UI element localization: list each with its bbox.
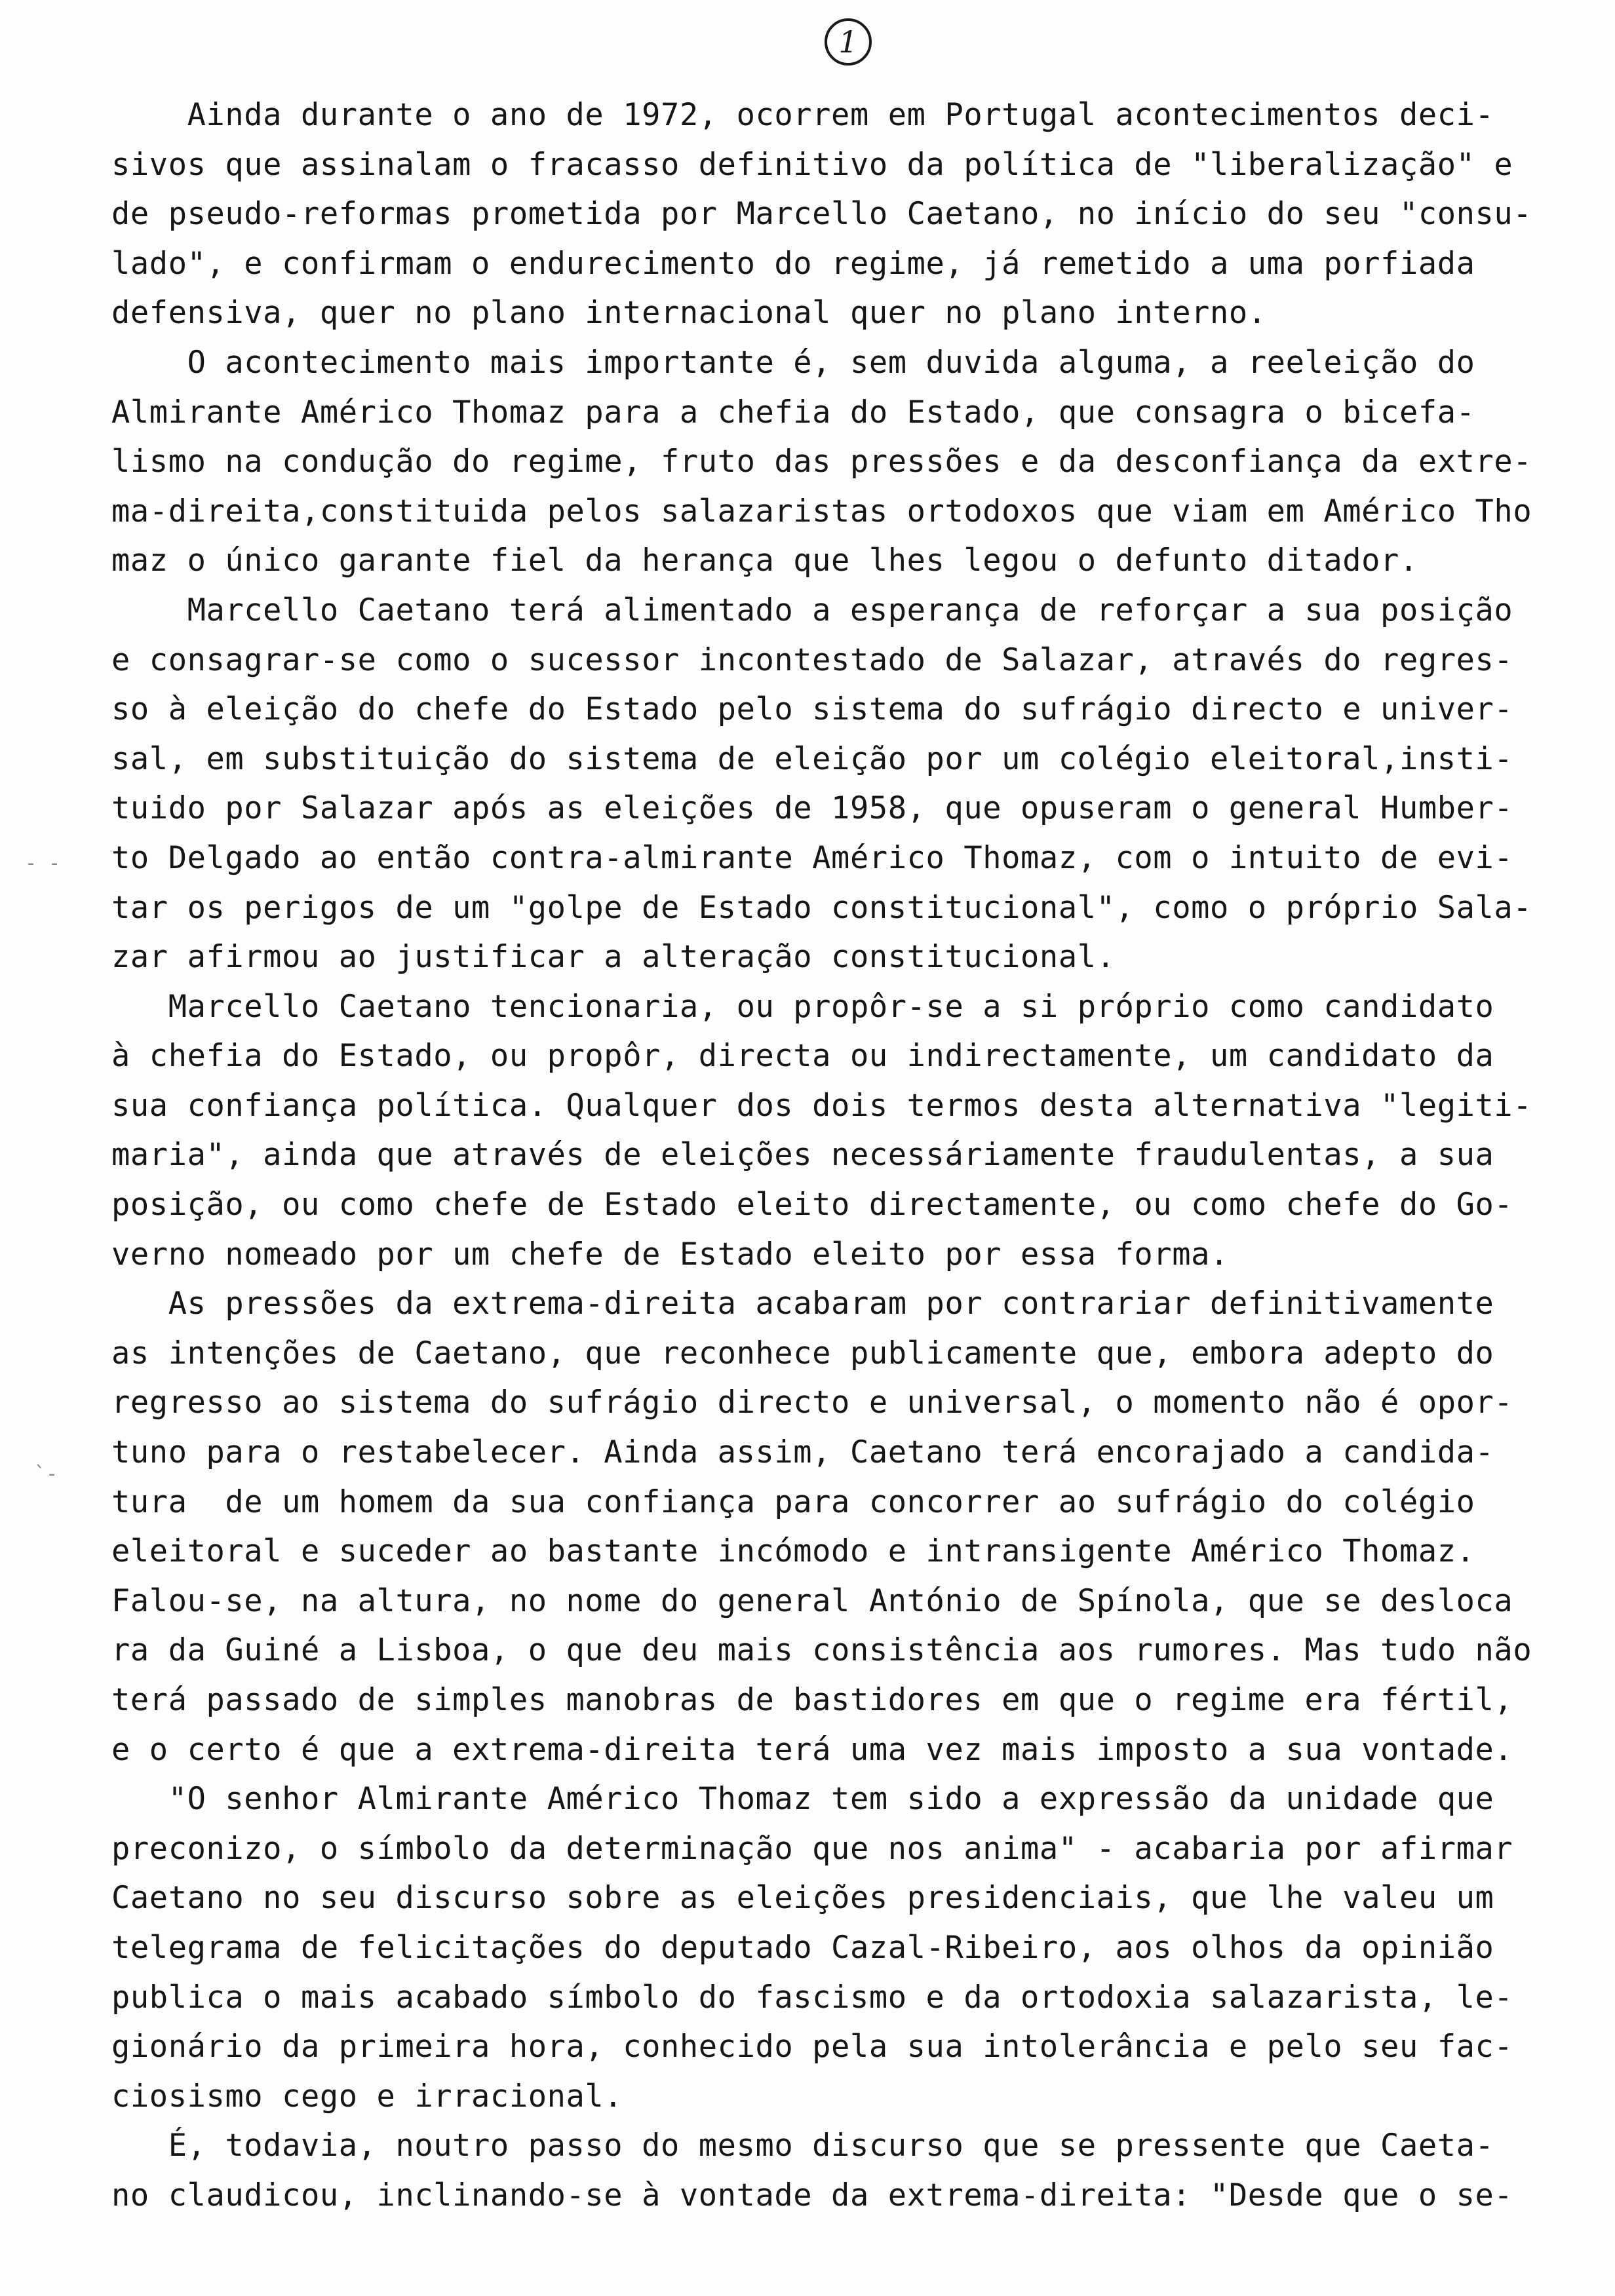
text-line: tuno para o restabelecer. Ainda assim, Caetano terá encorajado a candida- [111,1434,1494,1471]
text-line: verno nomeado por um chefe de Estado eleito por essa forma. [111,1236,1229,1272]
text-line: eleitoral e suceder ao bastante incómodo e intransigente Américo Thomaz. [111,1533,1475,1570]
margin-mark: - - [25,852,61,875]
text-line: à chefia do Estado, ou propôr, directa ou indirectamente, um candidato da [111,1038,1494,1075]
text-line: telegrama de felicitações do deputado Cazal-Ribeiro, aos olhos da opinião [111,1929,1494,1966]
page-number: 1 [825,18,872,66]
text-line: so à eleição do chefe do Estado pelo sistema do sufrágio directo e univer- [111,691,1513,728]
text-line: As pressões da extrema-direita acabaram por contrariar definitivamente [111,1286,1494,1322]
text-line: preconizo, o símbolo da determinação que nos anima" - acabaria por afirmar [111,1830,1513,1867]
text-line: maz o único garante fiel da herança que lhes legou o defunto ditador. [111,543,1418,579]
text-line: e consagrar-se como o sucessor incontestado de Salazar, através do regres- [111,641,1513,678]
text-line: "O senhor Almirante Américo Thomaz tem sido a expressão da unidade que [111,1781,1494,1818]
text-line: tar os perigos de um "golpe de Estado constitucional", como o próprio Sala- [111,889,1532,926]
text-line: lismo na condução do regime, fruto das pressões e da desconfiança da extre- [111,444,1532,480]
text-line: terá passado de simples manobras de bastidores em que o regime era fértil, [111,1682,1513,1718]
text-line: e o certo é que a extrema-direita terá uma vez mais imposto a sua vontade. [111,1731,1513,1768]
text-line: Caetano no seu discurso sobre as eleições presidenciais, que lhe valeu um [111,1880,1494,1917]
text-line: as intenções de Caetano, que reconhece publicamente que, embora adepto do [111,1335,1494,1371]
text-line: posição, ou como chefe de Estado eleito directamente, ou como chefe do Go- [111,1187,1513,1223]
text-line: O acontecimento mais importante é, sem duvida alguma, a reeleição do [111,344,1475,381]
text-line: ciosismo cego e irracional. [111,2078,623,2114]
text-line: to Delgado ao então contra-almirante Américo Thomaz, com o intuito de evi- [111,839,1513,876]
text-line: regresso ao sistema do sufrágio directo e universal, o momento não é opor- [111,1385,1513,1421]
text-line: zar afirmou ao justificar a alteração constitucional. [111,939,1116,976]
text-line: Falou-se, na altura, no nome do general António de Spínola, que se desloca [111,1582,1513,1619]
text-line: lado", e confirmam o endurecimento do regime, já remetido a uma porfiada [111,245,1475,282]
text-line: publica o mais acabado símbolo do fascismo e da ortodoxia salazarista, le- [111,1979,1513,2016]
margin-mark: `- [34,1463,58,1485]
text-line: maria", ainda que através de eleições necessáriamente fraudulentas, a sua [111,1137,1494,1174]
text-line: no claudicou, inclinando-se à vontade da extrema-direita: "Desde que o se- [111,2177,1513,2213]
text-line: tura de um homem da sua confiança para concorrer ao sufrágio do colégio [111,1483,1475,1520]
text-line: ra da Guiné a Lisboa, o que deu mais consistência aos rumores. Mas tudo não [111,1632,1532,1669]
text-line: ma-direita,constituida pelos salazaristas ortodoxos que viam em Américo Tho [111,493,1532,529]
text-line: Almirante Américo Thomaz para a chefia do Estado, que consagra o bicefa- [111,394,1475,430]
text-line: Marcello Caetano terá alimentado a esperança de reforçar a sua posição [111,592,1513,628]
text-line: tuido por Salazar após as eleições de 1958, que opuseram o general Humber- [111,790,1513,827]
text-line: sal, em substituição do sistema de eleição por um colégio eleitoral,insti- [111,740,1513,777]
text-line: Marcello Caetano tencionaria, ou propôr-se a si próprio como candidato [111,988,1494,1025]
text-line: sua confiança política. Qualquer dos dois termos desta alternativa "legiti- [111,1087,1532,1124]
text-line: gionário da primeira hora, conhecido pela sua intolerância e pelo seu fac- [111,2029,1513,2065]
text-line: defensiva, quer no plano internacional quer no plano interno. [111,295,1267,332]
text-line: sivos que assinalam o fracasso definitivo da política de "liberalização" e [111,146,1513,183]
text-line: Ainda durante o ano de 1972, ocorrem em Portugal acontecimentos deci- [111,97,1494,133]
text-line: de pseudo-reformas prometida por Marcello Caetano, no início do seu "consu- [111,196,1532,233]
body-text [111,90,1580,2221]
text-line: É, todavia, noutro passo do mesmo discurso que se pressente que Caeta- [111,2128,1494,2164]
